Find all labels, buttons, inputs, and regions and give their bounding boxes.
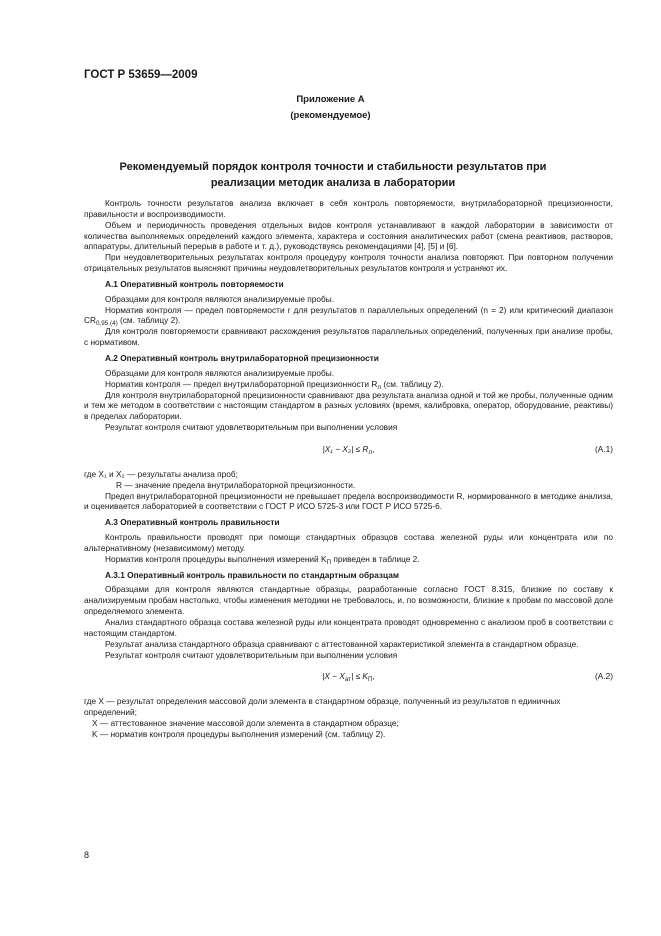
annex-title: Приложение А <box>296 94 365 105</box>
paragraph <box>84 379 613 390</box>
formula-mid: | ≤ K <box>351 671 368 682</box>
formula-lhs: |X − X <box>322 671 345 682</box>
formula-lhs: |X₁ − X₂| ≤ R <box>322 443 369 454</box>
document-body <box>84 198 613 740</box>
formula-number: (А.1) <box>595 443 613 454</box>
paragraph: Образцами для контроля являются анализируемые пробы. <box>105 367 335 378</box>
text-fragment: (см. таблицу 2). <box>381 378 444 389</box>
section-heading-a1: А.1 Оперативный контроль повторяемости <box>105 278 284 289</box>
formula-definitions <box>84 469 613 491</box>
formula-tail: , <box>372 443 375 454</box>
subscript: П <box>326 558 332 566</box>
text-fragment: (см. таблицу 2). <box>117 315 181 326</box>
text-fragment: Норматив контроля процедуры выполнения измерений K <box>105 553 327 564</box>
paragraph: Результат анализа стандартного образца сравнивают с аттестованной характеристикой элемента в стандартном образце. <box>105 638 579 649</box>
formula-tail: , <box>372 671 375 682</box>
definition: K — норматив контроля процедуры выполнения измерений (см. таблицу 2). <box>92 728 386 739</box>
paragraph: Анализ стандартного образца состава железной руды или концентрата проводят одновременно с анализом проб в соответствии с настоящим стандартом. <box>84 617 613 638</box>
paragraph: Контроль правильности проводят при помощи стандартных образцов состава железной руды или концентрата или по альтернативному (независимому) методу. <box>84 532 613 553</box>
paragraph: Предел внутрилабораторной прецизионности не превышает предела воспроизводимости R, нормированного в методике анализа, и оценивается лабораторией в соответствии с ГОСТ Р ИСО 5725-3 или ГОСТ Р ИСО 5725-6. <box>84 490 613 512</box>
formula-expression <box>84 444 613 455</box>
definition: X — аттестованное значение массовой доли элемента в стандартном образце; <box>92 718 399 729</box>
paragraph: Контроль точности результатов анализа включает в себя контроль повторяемости, внутрилабораторной прецизионности, правильности и воспроизводимости. <box>84 198 613 219</box>
formula-a1 <box>84 439 613 463</box>
formula-subscript: П <box>367 676 373 684</box>
definition: R — значение предела внутрилабораторной прецизионности. <box>116 479 356 490</box>
paragraph: При неудовлетворительных результатах контроля процедуру контроля точности анализа повторяют. При повторном получении отрицательных результатов выясняют причины неудовлетворительных результатов контроля и устраняют их. <box>84 252 613 274</box>
formula-subscript: л <box>368 448 373 456</box>
paragraph: Объем и периодичность проведения отдельных видов контроля устанавливают в каждой лаборатории в зависимости от количества выполняемых определений каждого элемента, характера и состояния аналитических работ (смена реактивов, растворов, аппаратуры, длительный перерыв в работе и т. д.), руководствуясь рекомендациями [4], [5] и [6]. <box>84 219 613 252</box>
text-fragment: приведен в таблице 2. <box>331 553 420 564</box>
formula-expression <box>84 671 613 682</box>
text-fragment: Норматив контроля — предел повторяемости r для результатов n параллельных определений (n = 2) или критический диапазон CR <box>84 304 613 326</box>
section-title: Рекомендуемый порядок контроля точности и стабильности результатов при реализации методик анализа в лаборатории <box>119 161 547 189</box>
paragraph: Для контроля внутрилабораторной прецизионности сравнивают два результата анализа одной и той же пробы, полученные одним и тем же методом в соответствии с настоящим стандартом в разных условиях (время, калибровка, оператор, оборудование, реактивы) в пределах лаборатории. <box>84 389 613 422</box>
subscript: л <box>377 383 382 391</box>
paragraph: Образцами для контроля являются анализируемые пробы. <box>105 293 335 304</box>
section-heading-a31: А.3.1 Оперативный контроль правильности по стандартным образцам <box>105 569 399 580</box>
paragraph <box>84 305 613 327</box>
paragraph: Результат контроля считают удовлетворительным при выполнении условия <box>105 422 398 433</box>
section-heading-a2: А.2 Оперативный контроль внутрилабораторной прецизионности <box>105 352 379 363</box>
text-fragment: Норматив контроля — предел внутрилабораторной прецизионности R <box>105 378 378 389</box>
definition: где X₁ и X₂ — результаты анализа проб; <box>84 468 238 479</box>
standard-header: ГОСТ Р 53659—2009 <box>84 69 198 81</box>
formula-subscript: ат <box>344 676 352 684</box>
formula-number: (А.2) <box>595 671 613 682</box>
annex-status: (рекомендуемое) <box>290 110 371 121</box>
paragraph <box>84 554 613 565</box>
definition: где X — результат определения массовой доли элемента в стандартном образце, полученный из результатов n единичных определений; <box>84 696 561 718</box>
section-heading-a3: А.3 Оперативный контроль правильности <box>105 517 280 528</box>
page-number: 8 <box>84 850 90 860</box>
paragraph: Образцами для контроля являются стандартные образцы, разработанные согласно ГОСТ 8.315, близкие по составу к анализируемым пробам настолько, чтобы изменения методики не требовалось, и, по возможности, близкие к пробам по массовой доле определяемого элемента. <box>84 584 613 617</box>
formula-definitions <box>84 696 613 739</box>
paragraph: Результат контроля считают удовлетворительным при выполнении условия <box>105 649 398 660</box>
formula-a2 <box>84 666 613 690</box>
subscript: 0,95 (4) <box>95 320 118 328</box>
paragraph: Для контроля повторяемости сравнивают расхождения результатов параллельных определений, полученных при анализе пробы, с нормативом. <box>84 326 613 348</box>
